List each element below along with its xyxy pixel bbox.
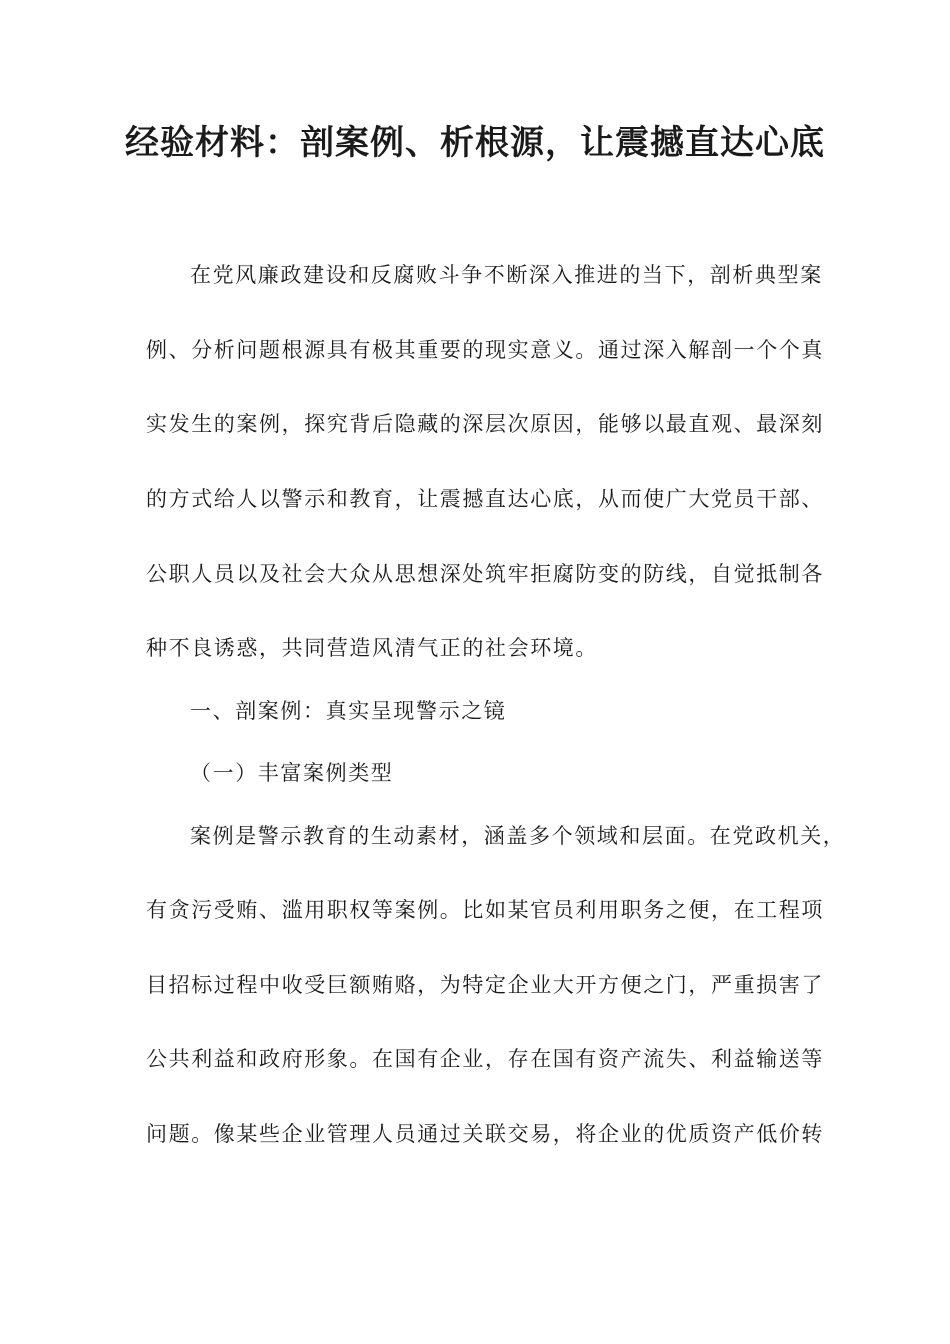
paragraph-line: 种不良诱惑，共同营造风清气正的社会环境。 bbox=[146, 636, 598, 660]
paragraph-line: 公职人员以及社会大众从思想深处筑牢拒腐防变的防线，自觉抵制各 bbox=[146, 562, 824, 586]
paragraph-line: 公共利益和政府形象。在国有企业，存在国有资产流失、利益输送等 bbox=[146, 1047, 824, 1071]
paragraph-line: 例、分析问题根源具有极其重要的现实意义。通过深入解剖一个个真 bbox=[146, 338, 824, 362]
subsection-heading: （一）丰富案例类型 bbox=[190, 761, 394, 785]
section-heading: 一、剖案例：真实呈现警示之镜 bbox=[190, 699, 507, 723]
paragraph-line: 案例是警示教育的生动素材，涵盖多个领域和层面。在党政机关， bbox=[190, 824, 846, 848]
paragraph-line: 有贪污受贿、滥用职权等案例。比如某官员利用职务之便，在工程项 bbox=[146, 898, 824, 922]
paragraph-line: 目招标过程中收受巨额贿赂，为特定企业大开方便之门，严重损害了 bbox=[146, 973, 824, 997]
paragraph-line: 的方式给人以警示和教育，让震撼直达心底，从而使广大党员干部、 bbox=[146, 487, 824, 511]
document-title: 经验材料：剖案例、析根源，让震撼直达心底 bbox=[125, 123, 825, 163]
paragraph-line: 在党风廉政建设和反腐败斗争不断深入推进的当下，剖析典型案 bbox=[190, 263, 823, 287]
paragraph-line: 问题。像某些企业管理人员通过关联交易，将企业的优质资产低价转 bbox=[146, 1122, 824, 1146]
paragraph-line: 实发生的案例，探究背后隐藏的深层次原因，能够以最直观、最深刻 bbox=[146, 412, 824, 436]
